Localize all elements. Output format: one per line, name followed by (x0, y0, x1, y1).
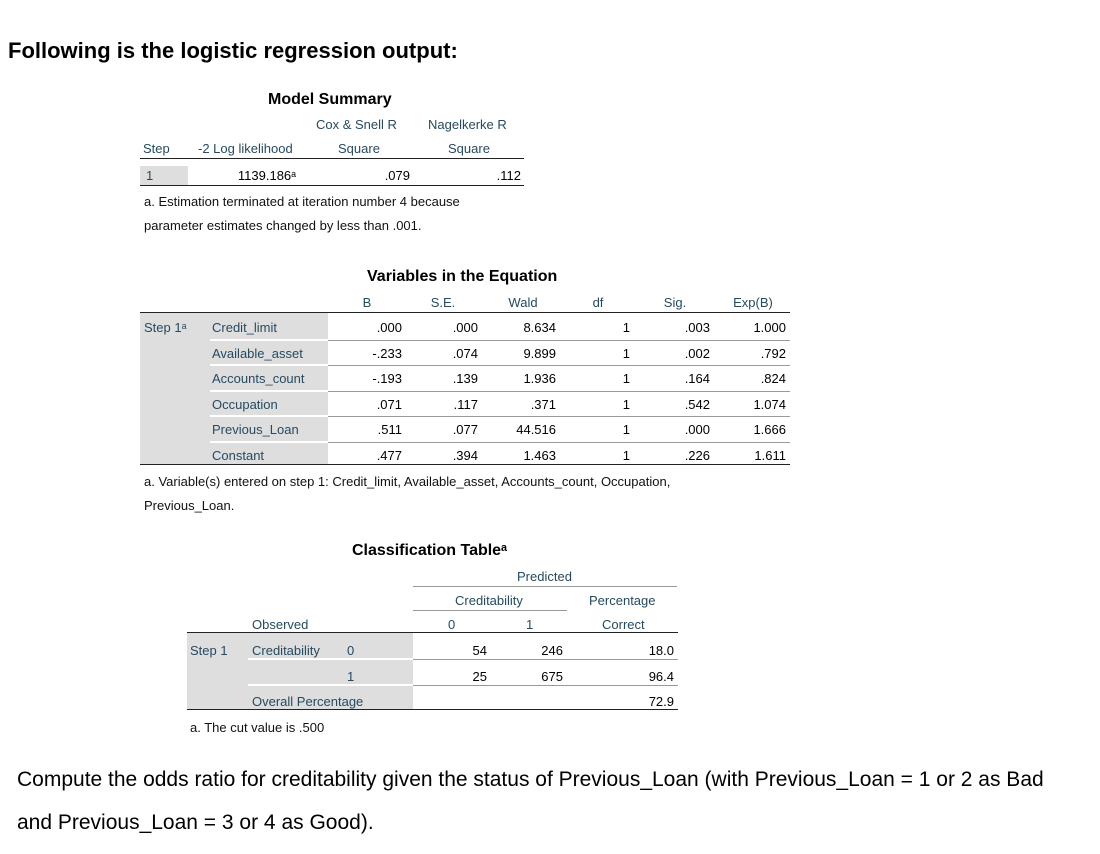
col-0-header: 0 (448, 617, 456, 632)
b-value: .477 (376, 448, 402, 463)
col-cox-line2: Square (338, 141, 380, 156)
row-label: Occupation (212, 397, 278, 412)
row0-c1: 246 (541, 643, 563, 658)
df-value: 1 (622, 371, 630, 386)
model-summary-note-2: parameter estimates changed by less than .001. (144, 218, 422, 233)
step-1a-label: Step 1ᵃ (144, 320, 187, 335)
overall-pct-label: Overall Percentage (252, 694, 364, 709)
nag-value: .112 (496, 168, 521, 183)
creditability-row-label: Creditability (252, 643, 320, 658)
page-heading: Following is the logistic regression output: (8, 38, 458, 63)
se-value: .000 (452, 320, 478, 335)
classification-title: Classification Tableᵃ (352, 542, 508, 559)
col-cox-line1: Cox & Snell R (316, 117, 397, 132)
sig-value: .003 (684, 320, 710, 335)
df-value: 1 (622, 397, 630, 412)
expb-value: 1.000 (753, 320, 786, 335)
sig-value: .226 (684, 448, 710, 463)
row-label: Available_asset (212, 346, 303, 361)
col-df: df (592, 295, 604, 310)
sig-value: .002 (684, 346, 710, 361)
col-nag-line2: Square (448, 141, 490, 156)
wald-value: 9.899 (523, 346, 556, 361)
row1-pct: 96.4 (648, 669, 674, 684)
se-value: .077 (452, 422, 478, 437)
col-wald: Wald (508, 295, 538, 310)
row-label: Previous_Loan (212, 422, 299, 437)
row0-pct: 18.0 (648, 643, 674, 658)
col-nag-line1: Nagelkerke R (428, 117, 507, 132)
se-value: .394 (452, 448, 478, 463)
sig-value: .000 (684, 422, 710, 437)
cox-value: .079 (384, 168, 410, 183)
overall-pct-value: 72.9 (648, 694, 674, 709)
expb-value: 1.074 (753, 397, 786, 412)
pct-header-2: Correct (602, 617, 645, 632)
wald-value: 1.463 (523, 448, 556, 463)
predicted-header: Predicted (517, 569, 572, 584)
pct-header-1: Percentage (589, 593, 656, 608)
df-value: 1 (622, 422, 630, 437)
row-label: Accounts_count (212, 371, 305, 386)
df-value: 1 (622, 346, 630, 361)
wald-value: .371 (530, 397, 556, 412)
row1-c0: 25 (472, 669, 487, 684)
expb-value: 1.611 (754, 448, 786, 463)
col-b: B (362, 295, 372, 310)
row-label: Constant (212, 448, 265, 463)
row-0-label: 0 (347, 643, 355, 658)
step-1-label: Step 1 (190, 643, 228, 658)
row-1-label: 1 (347, 669, 355, 684)
b-value: .071 (376, 397, 402, 412)
col-expb: Exp(B) (733, 295, 773, 310)
col-se: S.E. (430, 295, 456, 310)
variables-note-1: a. Variable(s) entered on step 1: Credit_limit, Available_asset, Accounts_count, Occupation, (144, 474, 671, 489)
expb-value: .792 (760, 346, 786, 361)
sig-value: .164 (684, 371, 710, 386)
col-1-header: 1 (526, 617, 534, 632)
question-line-1: Compute the odds ratio for creditability given the status of Previous_Loan (with Previous_Loan = 1 or 2 as Bad (17, 768, 1044, 791)
wald-value: 44.516 (516, 422, 556, 437)
model-summary-title: Model Summary (268, 91, 392, 108)
se-value: .139 (452, 371, 478, 386)
row-step: 1 (146, 168, 154, 183)
wald-value: 1.936 (523, 371, 556, 386)
expb-value: 1.666 (753, 422, 786, 437)
df-value: 1 (622, 320, 630, 335)
row0-c0: 54 (472, 643, 487, 658)
creditability-header: Creditability (455, 593, 523, 608)
b-value: -.233 (372, 346, 402, 361)
b-value: .511 (377, 422, 402, 437)
observed-header: Observed (252, 617, 309, 632)
model-summary-note-1: a. Estimation terminated at iteration number 4 because (144, 194, 460, 209)
classification-note: a. The cut value is .500 (190, 720, 325, 735)
row1-c1: 675 (541, 669, 563, 684)
b-value: .000 (376, 320, 402, 335)
se-value: .117 (453, 397, 478, 412)
variables-note-2: Previous_Loan. (144, 498, 235, 513)
b-value: -.193 (372, 371, 402, 386)
sig-value: .542 (684, 397, 710, 412)
row-label: Credit_limit (212, 320, 278, 335)
question-line-2: and Previous_Loan = 3 or 4 as Good). (17, 811, 374, 834)
se-value: .074 (452, 346, 478, 361)
wald-value: 8.634 (523, 320, 556, 335)
expb-value: .824 (760, 371, 786, 386)
col-step: Step (143, 141, 170, 156)
col-loglik: -2 Log likelihood (198, 141, 293, 156)
df-value: 1 (622, 448, 630, 463)
loglik-value: 1139.186ᵃ (237, 168, 296, 183)
variables-title: Variables in the Equation (367, 268, 558, 285)
col-sig: Sig. (663, 295, 687, 310)
